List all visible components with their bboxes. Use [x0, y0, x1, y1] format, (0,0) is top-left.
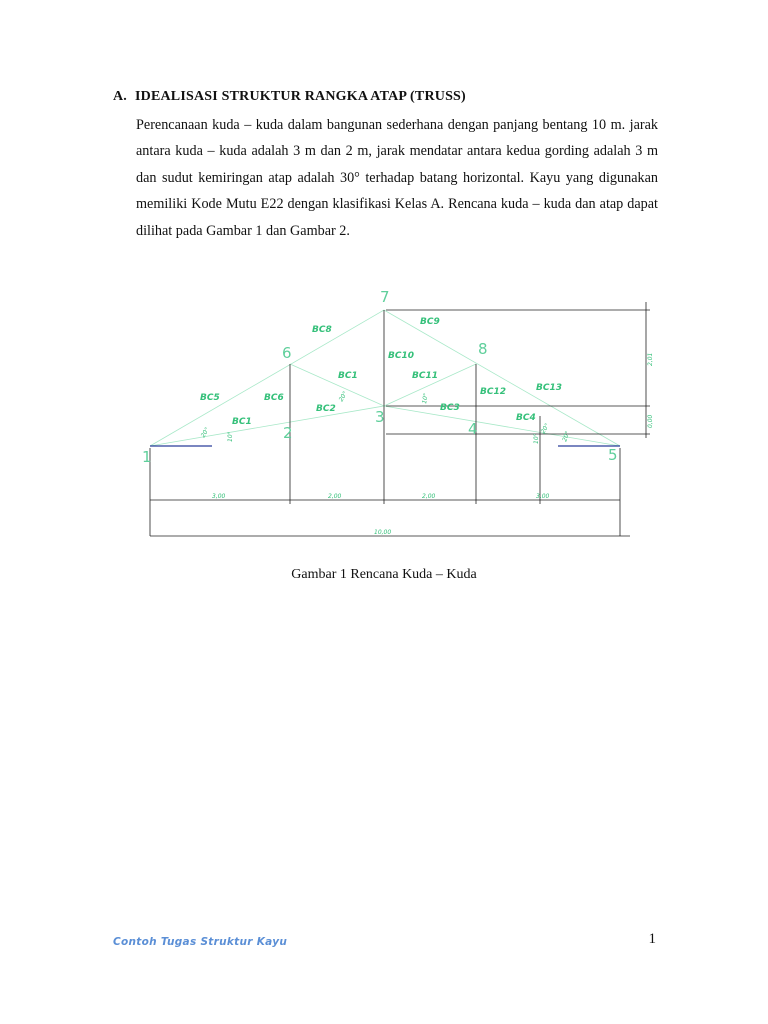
angle-a1: 20°: [199, 426, 212, 439]
label-bc5: BC5: [200, 393, 220, 403]
label-bc1-left: BC1: [232, 417, 252, 427]
label-bc13: BC13: [536, 383, 562, 393]
angle-a4: 10°: [421, 392, 430, 405]
label-bc4: BC4: [516, 413, 536, 423]
label-bc3: BC3: [440, 403, 460, 413]
dim-span-3: 2,00: [422, 493, 436, 500]
node-1: 1: [142, 448, 152, 466]
dim-height-top: 2,01: [647, 352, 654, 366]
section-letter: A.: [113, 89, 128, 104]
dim-span-4: 3,00: [536, 493, 550, 500]
section-heading: [113, 89, 466, 105]
page-number: 1: [648, 931, 656, 947]
angle-a2: 10°: [227, 431, 234, 442]
node-5: 5: [608, 446, 618, 464]
label-bc11: BC11: [412, 371, 438, 381]
section-paragraph: Perencanaan kuda – kuda dalam bangunan sederhana dengan panjang bentang 10 m. jarak antara kuda – kuda adalah 3 m dan 2 m, jarak mendatar antara kedua gording adalah 3 m dan sudut kemiringan atap adalah 30° terhadap batang horizontal. Kayu yang digunakan memiliki Kode Mutu E22 dengan klasifikasi Kelas A. Rencana kuda – kuda dan atap dapat dilihat pada Gambar 1 dan Gambar 2.: [136, 117, 658, 239]
angle-a6: 10°: [533, 433, 540, 444]
label-bc10: BC10: [388, 351, 414, 361]
angle-a3: 20°: [337, 390, 350, 403]
label-bc8: BC8: [312, 325, 332, 335]
angle-a5: 20°: [539, 422, 552, 435]
truss-figure: [120, 282, 660, 552]
figure-caption: Gambar 1 Rencana Kuda – Kuda: [291, 567, 477, 582]
node-2: 2: [283, 424, 293, 442]
node-4: 4: [468, 420, 478, 438]
section-title: IDEALISASI STRUKTUR RANGKA ATAP (TRUSS): [135, 89, 466, 104]
footer-title: Contoh Tugas Struktur Kayu: [113, 936, 288, 948]
label-bc9: BC9: [420, 317, 440, 327]
dim-span-1: 3,00: [212, 493, 226, 500]
dim-total: 10,00: [374, 529, 392, 536]
dim-height-low: 0,00: [647, 414, 654, 428]
truss-drawing: [120, 282, 660, 552]
label-bc12: BC12: [480, 387, 506, 397]
node-7: 7: [380, 288, 390, 306]
node-6: 6: [282, 344, 292, 362]
node-3: 3: [375, 408, 385, 426]
label-bc2: BC2: [316, 404, 336, 414]
label-bc1-mid: BC1: [338, 371, 358, 381]
label-bc6: BC6: [264, 393, 284, 403]
angle-a7: 20°: [561, 430, 572, 443]
dim-span-2: 2,00: [328, 493, 342, 500]
node-8: 8: [478, 340, 488, 358]
